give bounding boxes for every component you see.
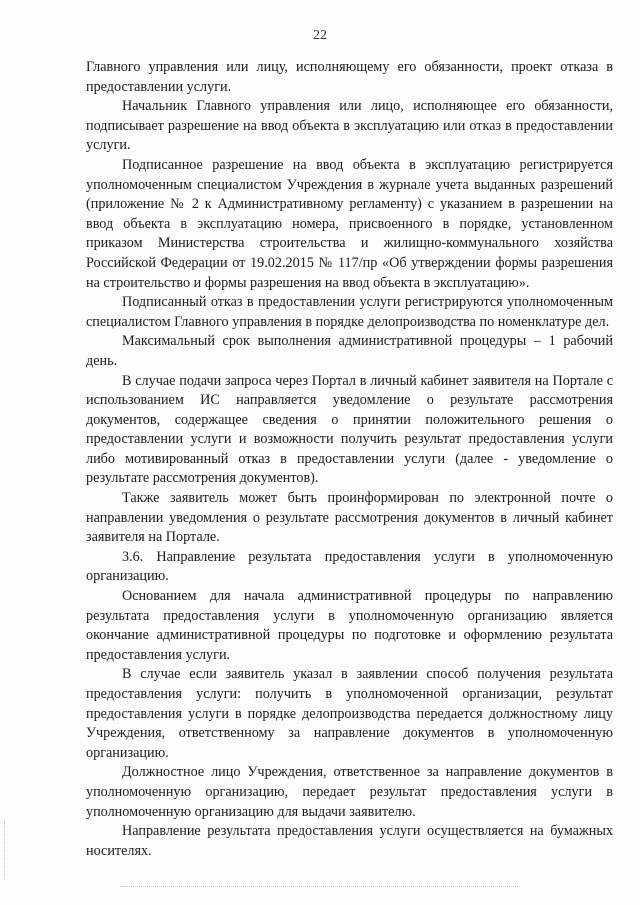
- paragraph: Подписанное разрешение на ввод объекта в эксплуатацию регистрируется уполномоченным специалистом Учреждения в журнале учета выданных разрешений (приложение № 2 к Административному регламенту) с указанием в разрешении на ввод объекта в эксплуатацию номера, присвоенного в порядке, установленном приказом Министерства строительства и жилищно-коммунального хозяйства Российской Федерации от 19.02.2015 № 117/пр «Об утверждении формы разрешения на строительство и формы разрешения на ввод объекта в эксплуатацию».: [86, 156, 613, 291]
- paragraph: Подписанный отказ в предоставлении услуги регистрируются уполномоченным специалистом Главного управления в порядке делопроизводства по номенклатуре дел.: [86, 294, 613, 330]
- scan-edge-marks: [4, 820, 7, 880]
- paragraph: В случае если заявитель указал в заявлении способ получения результата предоставления услуги: получить в уполномоченной организации, результат предоставления услуги в порядке делопроизводства передается должностному лицу Учреждения, ответственному за направление документов в уполномоченную организацию.: [86, 666, 613, 761]
- section-heading: 3.6. Направление результата предоставления услуги в уполномоченную организацию.: [86, 548, 613, 585]
- paragraph: В случае подачи запроса через Портал в личный кабинет заявителя на Портале с использованием ИС направляется уведомление о результате рассмотрения документов, содержащее сведения о принятии положительного решения о предоставлении услуги и возможности получить результат предоставления услуги либо мотивированный отказ в предоставлении услуги (далее - уведомление о результате рассмотрения документов).: [86, 372, 613, 487]
- paragraph: Направление результата предоставления услуги осуществляется на бумажных носителях.: [86, 823, 613, 859]
- document-body: [86, 58, 613, 861]
- paragraph: Главного управления или лицу, исполняющему его обязанности, проект отказа в предоставлении услуги.: [86, 59, 613, 95]
- paragraph: Основанием для начала административной процедуры по направлению результата предоставления услуги в уполномоченную организацию является окончание административной процедуры по подготовке и оформлению результата предоставления услуги.: [86, 588, 613, 663]
- paragraph: Должностное лицо Учреждения, ответственное за направление документов в уполномоченную организацию, передает результат предоставления услуги в уполномоченную организацию для выдачи заявителю.: [86, 764, 613, 820]
- paragraph: Максимальный срок выполнения административной процедуры – 1 рабочий день.: [86, 333, 613, 369]
- scan-bottom-edge: [120, 886, 520, 887]
- paragraph: Начальник Главного управления или лицо, исполняющее его обязанности, подписывает разрешение на ввод объекта в эксплуатацию или отказ в предоставлении услуги.: [86, 98, 613, 154]
- page-number: 22: [313, 28, 327, 43]
- paragraph: Также заявитель может быть проинформирован по электронной почте о направлении уведомления о результате рассмотрения документов в личный кабинет заявителя на Портале.: [86, 490, 613, 546]
